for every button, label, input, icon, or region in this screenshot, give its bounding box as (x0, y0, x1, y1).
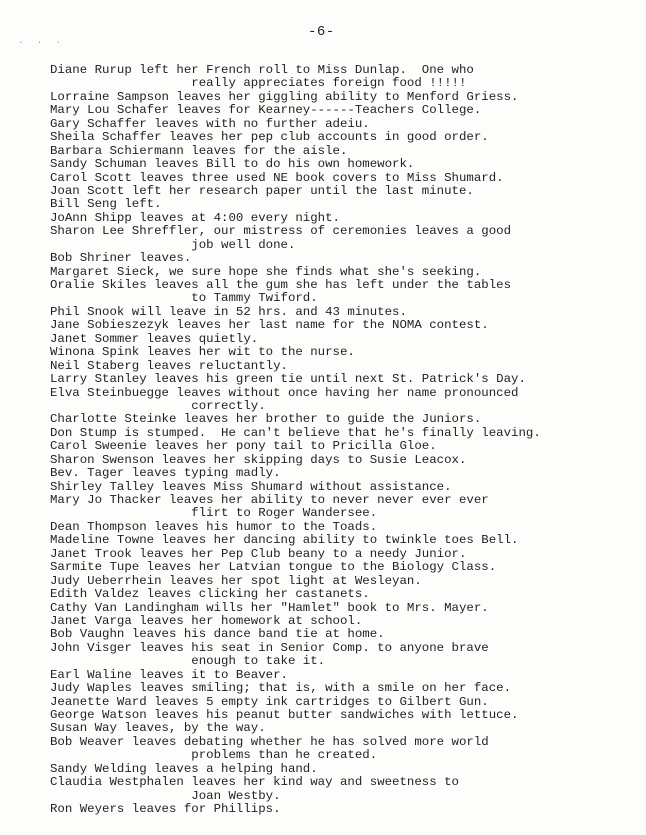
text-line: Neil Staberg leaves reluctantly. (50, 358, 288, 373)
text-line: Carol Scott leaves three used NE book covers to Miss Shumard. (50, 170, 504, 185)
text-line: Jane Sobieszezyk leaves her last name for the NOMA contest. (50, 318, 489, 333)
text-line: Bob Shriner leaves. (50, 251, 192, 266)
text-line: problems than he created. (50, 748, 378, 763)
text-line: correctly. (50, 398, 266, 413)
text-line: Lorraine Sampson leaves her giggling ability to Menford Griess. (50, 89, 519, 104)
text-line: Jeanette Ward leaves 5 empty ink cartridges to Gilbert Gun. (50, 694, 489, 709)
text-line: Dean Thompson leaves his humor to the Toads. (50, 519, 378, 534)
text-line: Ron Weyers leaves for Phillips. (50, 802, 281, 817)
text-line: Sheila Schaffer leaves her pep club accounts in good order. (50, 130, 489, 145)
text-line: Sharon Swenson leaves her skipping days to Susie Leacox. (50, 452, 467, 467)
margin-marks: . . . (18, 36, 66, 46)
text-line: John Visger leaves his seat in Senior Comp. to anyone brave (50, 640, 489, 655)
text-line: Sharon Lee Shreffler, our mistress of ceremonies leaves a good (50, 224, 512, 239)
text-line: Susan Way leaves, by the way. (50, 721, 266, 736)
text-line: Margaret Sieck, we sure hope she finds what she's seeking. (50, 264, 482, 279)
text-line: enough to take it. (50, 654, 326, 669)
text-line: Janet Varga leaves her homework at school. (50, 613, 363, 628)
text-line: Janet Trook leaves her Pep Club beany to a needy Junior. (50, 546, 467, 561)
text-line: Bob Vaughn leaves his dance band tie at home. (50, 627, 385, 642)
text-line: Phil Snook will leave in 52 hrs. and 43 minutes. (50, 304, 407, 319)
text-line: Sandy Schuman leaves Bill to do his own homework. (50, 157, 415, 172)
text-line: flirt to Roger Wandersee. (50, 506, 378, 521)
text-line: to Tammy Twiford. (50, 291, 318, 306)
text-line: Don Stump is stumped. He can't believe that he's finally leaving. (50, 425, 541, 440)
text-line: Cathy Van Landingham wills her "Hamlet" book to Mrs. Mayer. (50, 600, 489, 615)
text-line: Charlotte Steinke leaves her brother to guide the Juniors. (50, 412, 482, 427)
text-line: Madeline Towne leaves her dancing ability to twinkle toes Bell. (50, 533, 519, 548)
text-line: really appreciates foreign food !!!!! (50, 76, 467, 91)
text-line: Gary Schaffer leaves with no further adeiu. (50, 116, 370, 131)
text-line: Bob Weaver leaves debating whether he has solved more world (50, 734, 489, 749)
text-line: Joan Westby. (50, 788, 281, 803)
text-line: Shirley Talley leaves Miss Shumard without assistance. (50, 479, 452, 494)
text-line: job well done. (50, 237, 296, 252)
text-line: Claudia Westphalen leaves her kind way and sweetness to (50, 775, 459, 790)
text-line: Larry Stanley leaves his green tie until next St. Patrick's Day. (50, 372, 526, 387)
text-line: Oralie Skiles leaves all the gum she has left under the tables (50, 278, 512, 292)
text-line: Carol Sweenie leaves her pony tail to Pricilla Gloe. (50, 439, 437, 454)
text-line: Barbara Schiermann leaves for the aisle. (50, 143, 348, 158)
text-line: Sandy Welding leaves a helping hand. (50, 761, 318, 776)
text-line: Winona Spink leaves her wit to the nurse. (50, 345, 355, 360)
text-line: Joan Scott left her research paper until the last minute. (50, 183, 474, 198)
text-line: Earl Waline leaves it to Beaver. (50, 667, 288, 682)
text-line: Diane Rurup left her French roll to Miss Dunlap. One who (50, 63, 474, 77)
text-line: Bev. Tager leaves typing madly. (50, 466, 281, 481)
text-line: Mary Lou Schafer leaves for Kearney------Teachers College. (50, 103, 482, 118)
text-line: Judy Ueberrhein leaves her spot light at Wesleyan. (50, 573, 422, 588)
text-line: Edith Valdez leaves clicking her castanets. (50, 587, 370, 602)
text-line: George Watson leaves his peanut butter sandwiches with lettuce. (50, 708, 519, 722)
text-line: Elva Steinbuegge leaves without once having her name pronounced (50, 385, 519, 400)
typed-text-block (50, 64, 640, 817)
text-line: Judy Waples leaves smiling; that is, with a smile on her face. (50, 681, 512, 696)
text-line: Sarmite Tupe leaves her Latvian tongue to the Biology Class. (50, 560, 497, 575)
text-line: Bill Seng left. (50, 197, 162, 212)
text-line: Janet Sommer leaves quietly. (50, 331, 259, 346)
text-line: Mary Jo Thacker leaves her ability to never never ever ever (50, 493, 489, 507)
text-line: JoAnn Shipp leaves at 4:00 every night. (50, 210, 340, 225)
page-number: -6- (308, 24, 335, 40)
